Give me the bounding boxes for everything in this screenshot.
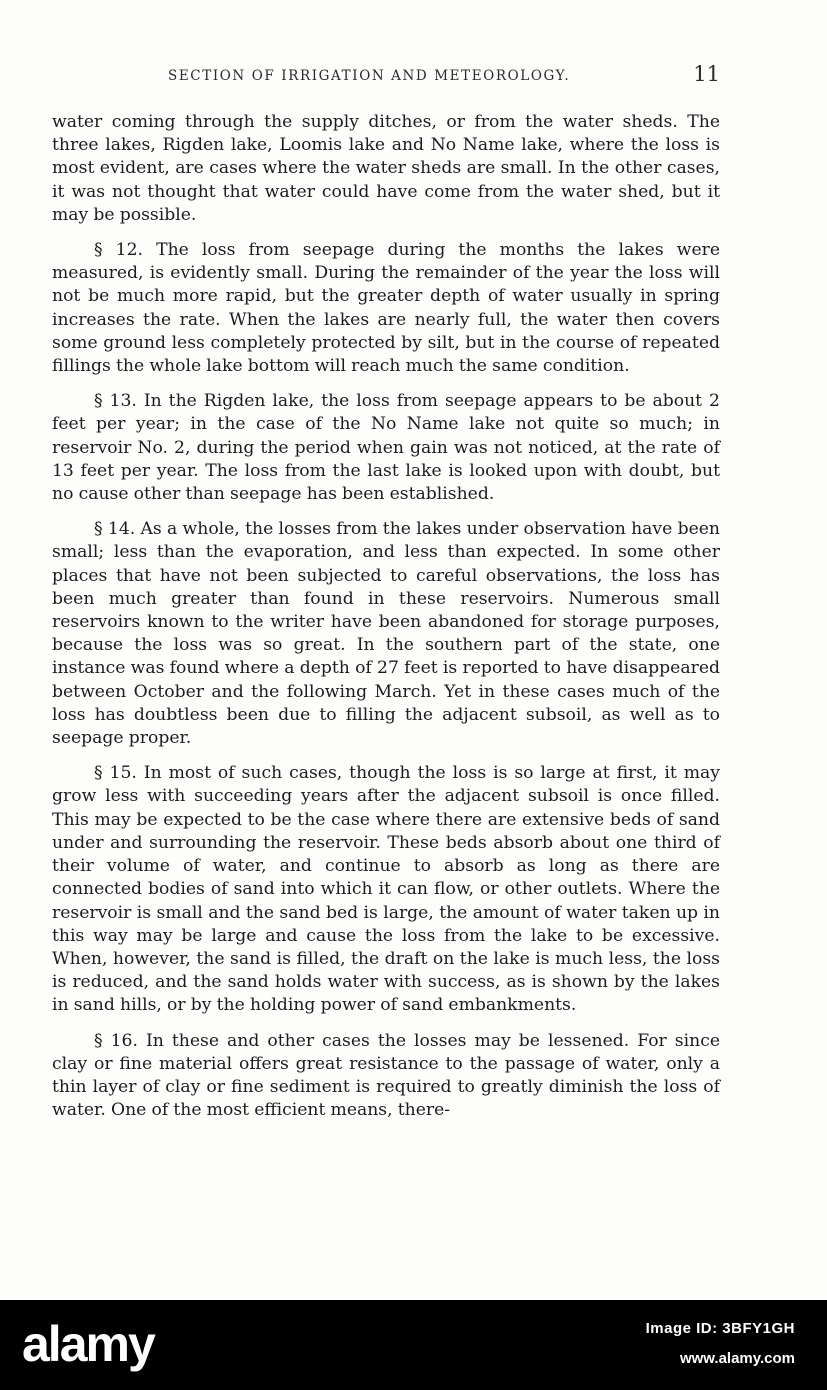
paragraph-continued: water coming through the supply ditches, or from the water sheds. The three lakes, Rigden lake, Loomis lake and No Name lake, where the loss is most evident, are cases where the water sheds are small. In the other cases, it was not thought that water could have come from the water shed, but it may be possible. [52,112,720,225]
running-header [52,62,720,90]
image-id-label: Image ID: 3BFY1GH [645,1320,795,1337]
site-url: www.alamy.com [679,1350,795,1367]
paragraph-section-16: § 16. In these and other cases the losses may be lessened. For since clay or fine material offers great resistance to the passage of water, only a thin layer of clay or fine sediment is required to greatly diminish the loss of water. One of the most efficient means, there- [52,1030,720,1121]
paragraph-section-12: § 12. The loss from seepage during the months the lakes were measured, is evidently small. During the remainder of the year the loss will not be much more rapid, but the greater depth of water usually in spring increases the rate. When the lakes are nearly full, the water then covers some ground less completely protected by silt, but in the course of repeated fillings the whole lake bottom will reach much the same condition. [52,240,720,377]
watermark-banner [0,1300,827,1390]
paragraph-section-13: § 13. In the Rigden lake, the loss from seepage appears to be about 2 feet per year; in the case of the No Name lake not quite so much; in reservoir No. 2, during the period when gain was not noticed, at the rate of 13 feet per year. The loss from the last lake is looked upon with doubt, but no cause other than seepage has been established. [52,391,720,505]
body-text [52,111,720,1122]
paragraph-section-14: § 14. As a whole, the losses from the lakes under observation have been small; less than the evaporation, and less than expected. In some other places that have not been subjected to careful observations, the loss has been much greater than found in these reservoirs. Numerous small reservoirs known to the writer have been abandoned for storage purposes, because the loss was so great. In the southern part of the state, one instance was found where a depth of 27 feet is reported to have disappeared between October and the following March. Yet in these cases much of the loss has doubtless been due to filling the adjacent subsoil, as well as to seepage proper. [52,519,720,749]
paragraph-section-15: § 15. In most of such cases, though the loss is so large at first, it may grow less with succeeding years after the adjacent subsoil is once filled. This may be expected to be the case where there are extensive beds of sand under and surrounding the reservoir. These beds absorb about one third of their volume of water, and continue to absorb as long as there are connected bodies of sand into which it can flow, or other outlets. Where the reservoir is small and the sand bed is large, the amount of water taken up in this way may be large and cause the loss from the lake to be excessive. When, however, the sand is filled, the draft on the lake is much less, the loss is reduced, and the sand holds water with success, as is shown by the lakes in sand hills, or by the holding power of sand embankments. [52,763,720,1016]
page-number: 11 [693,62,720,86]
alamy-logo: alamy [22,1316,154,1372]
section-title: SECTION OF IRRIGATION AND METEOROLOGY. [168,68,571,84]
